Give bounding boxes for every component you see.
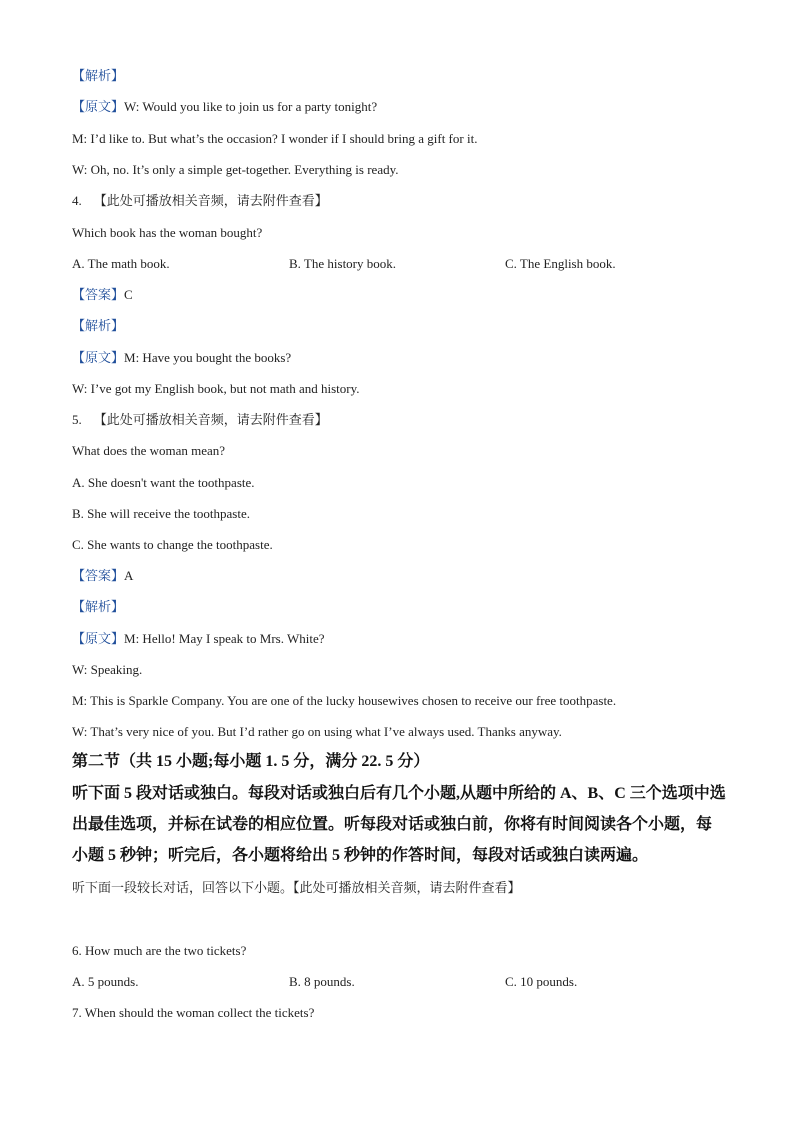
question-header: [72, 193, 328, 209]
transcript-text: M: Have you bought the books?: [124, 350, 292, 365]
option-c: C. 10 pounds.: [505, 974, 578, 989]
question-number: 5.: [72, 412, 82, 427]
section-heading: 第二节（共 15 小题;每小题 1. 5 分，满分 22. 5 分）: [72, 753, 430, 770]
transcript-line: [72, 99, 377, 115]
transcript-line: W: That’s very nice of you. But I’d rather go on using what I’ve always used. Thanks anyway.: [72, 724, 562, 739]
answer-line: [72, 568, 133, 584]
option-b: B. The history book.: [289, 256, 397, 271]
option-c: C. She wants to change the toothpaste.: [72, 537, 273, 552]
transcript-text: M: Hello! May I speak to Mrs. White?: [124, 631, 325, 646]
original-label: 【原文】: [72, 350, 125, 365]
answer-label: 【答案】: [72, 287, 125, 302]
transcript-line: [72, 350, 291, 366]
section-instructions: 听下面 5 段对话或独白。每段对话或独白后有几个小题,从题中所给的 A、B、C 三个选项中选: [72, 785, 726, 802]
section-intro: 听下面一段较长对话，回答以下小题。【此处可播放相关音频，请去附件查看】: [72, 880, 521, 895]
analysis-label: 【解析】: [72, 68, 125, 83]
question-text: 7. When should the woman collect the tickets?: [72, 1005, 315, 1020]
option-b: B. 8 pounds.: [289, 974, 355, 989]
transcript-text: W: Would you like to join us for a party tonight?: [124, 99, 378, 114]
transcript-line: M: I’d like to. But what’s the occasion? I wonder if I should bring a gift for it.: [72, 131, 478, 146]
question-header: [72, 412, 328, 428]
option-a: A. 5 pounds.: [72, 974, 139, 989]
audio-note[interactable]: 【此处可播放相关音频，请去附件查看】: [93, 412, 328, 427]
audio-note[interactable]: 【此处可播放相关音频，请去附件查看】: [93, 193, 328, 208]
original-label: 【原文】: [72, 631, 125, 646]
answer-value: A: [124, 568, 134, 583]
option-a: A. She doesn't want the toothpaste.: [72, 475, 255, 490]
transcript-line: W: I’ve got my English book, but not math and history.: [72, 381, 360, 396]
analysis-label: 【解析】: [72, 318, 125, 333]
answer-value: C: [124, 287, 133, 302]
question-text: 6. How much are the two tickets?: [72, 943, 247, 958]
option-a: A. The math book.: [72, 256, 170, 271]
original-label: 【原文】: [72, 99, 125, 114]
transcript-line: W: Speaking.: [72, 662, 143, 677]
option-c: C. The English book.: [505, 256, 616, 271]
question-text: What does the woman mean?: [72, 443, 226, 458]
section-instructions: 小题 5 秒钟；听完后，各小题将给出 5 秒钟的作答时间，每段对话或独白读两遍。: [72, 847, 649, 864]
analysis-label: 【解析】: [72, 599, 125, 614]
section-instructions: 出最佳选项，并标在试卷的相应位置。听每段对话或独白前，你将有时间阅读各个小题，每: [72, 816, 713, 833]
question-text: Which book has the woman bought?: [72, 225, 263, 240]
transcript-line: [72, 631, 325, 647]
transcript-line: W: Oh, no. It’s only a simple get-together. Everything is ready.: [72, 162, 399, 177]
option-b: B. She will receive the toothpaste.: [72, 506, 250, 521]
answer-line: [72, 287, 133, 303]
transcript-line: M: This is Sparkle Company. You are one of the lucky housewives chosen to receive our free toothpaste.: [72, 693, 617, 708]
answer-label: 【答案】: [72, 568, 125, 583]
question-number: 4.: [72, 193, 82, 208]
